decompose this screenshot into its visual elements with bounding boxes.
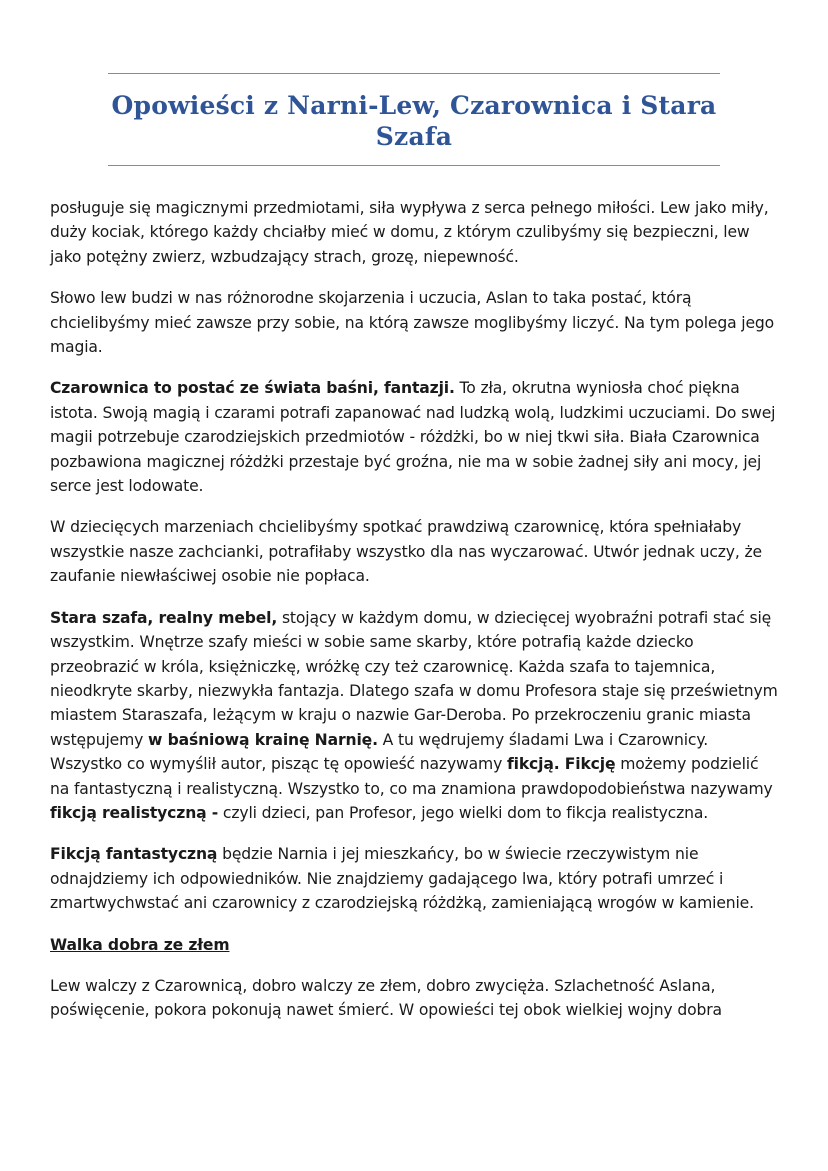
section-heading-text: Walka dobra ze złem — [50, 935, 230, 954]
text-run: stojący w każdym domu, w dziecięcej wyobraźni potrafi stać się wszystkim. Wnętrze szafy mieści w sobie same skarby, które potrafią każde dziecko przeobrazić w króla, księżniczkę, wróżkę czy też czarownicę. Każda szafa to tajemnica, nieodkryte skarby, niezwykła fantazja. Dlatego szafa w domu Profesora staje się prześwietnym miastem Staraszafa, leżącym w kraju o nazwie Gar-Deroba. Po przekroczeniu granic miasta wstępujemy — [50, 608, 778, 749]
section-heading — [50, 933, 780, 957]
text-run: czyli dzieci, pan Profesor, jego wielki dom to fikcja realistyczna. — [218, 803, 709, 822]
page-title: Opowieści z Narni-Lew, Czarownica i Stara Szafa — [111, 91, 717, 151]
body-paragraph — [50, 376, 780, 498]
title-top-rule — [108, 73, 720, 74]
text-run: A tu wędrujemy śladami Lwa i Czarownicy. Wszystko co wymyślił autor, pisząc tę opowieść nazywamy — [50, 730, 709, 774]
text-run: posługuje się magicznymi przedmiotami, siła wypływa z serca pełnego miłości. Lew jako miły, duży kociak, którego każdy chciałby mieć w domu, z którym czulibyśmy się bezpieczni, lew jako potężny zwierz, wzbudzający strach, grozę, niepewność. — [50, 199, 769, 266]
body-paragraph — [50, 515, 780, 588]
title-bottom-rule — [108, 165, 720, 166]
body-paragraph — [50, 842, 780, 915]
body-paragraph — [50, 196, 780, 269]
document-body — [50, 196, 780, 1040]
bold-phrase: Fikcją fantastyczną — [50, 845, 218, 864]
bold-phrase: w baśniową krainę Narnię. — [148, 730, 378, 749]
bold-phrase: fikcją realistyczną - — [50, 803, 219, 822]
text-run: W dziecięcych marzeniach chcielibyśmy spotkać prawdziwą czarownicę, która spełniałaby wszystkie nasze zachcianki, potrafiłaby wszystko dla nas wyczarować. Utwór jednak uczy, że zaufanie niewłaściwej osobie nie popłaca. — [50, 518, 762, 586]
body-paragraph — [50, 974, 780, 1023]
text-run: To zła, okrutna wyniosła choć piękna istota. Swoją magią i czarami potrafi zapanować nad ludzką wolą, ludzkimi uczuciami. Do swej magii potrzebuje czarodziejskich przedmiotów - różdżki, bo w niej tkwi siła. Biała Czarownica pozbawiona magicznej różdżki przestaje być groźna, nie ma w sobie żadnej siły ani mocy, jej serce jest lodowate. — [50, 379, 776, 496]
bold-phrase: Czarownica to postać ze świata baśni, fantazji. — [50, 379, 455, 398]
bold-phrase: Stara szafa, realny mebel, — [50, 608, 278, 627]
text-run: będzie Narnia i jej mieszkańcy, bo w świecie rzeczywistym nie odnajdziemy ich odpowiedników. Nie znajdziemy gadającego lwa, który potrafi umrzeć i zmartwychwstać ani czarownicy z czarodziejską różdżką, zamieniającą wrogów w kamienie. — [50, 845, 754, 913]
text-run: Słowo lew budzi w nas różnorodne skojarzenia i uczucia, Aslan to taka postać, którą chcielibyśmy mieć zawsze przy sobie, na którą zawsze moglibyśmy liczyć. Na tym polega jego magia. — [50, 289, 775, 357]
bold-phrase: fikcją. Fikcję — [506, 755, 616, 774]
text-run: Lew walczy z Czarownicą, dobro walczy ze złem, dobro zwycięża. Szlachetność Aslana, poświęcenie, pokora pokonują nawet śmierć. W opowieści tej obok wielkiej wojny dobra — [50, 976, 722, 1020]
text-run: możemy podzielić na fantastyczną i realistyczną. Wszystko to, co ma znamiona prawdopodobieństwa nazywamy — [50, 755, 773, 798]
body-paragraph — [50, 286, 780, 359]
body-paragraph — [50, 606, 780, 826]
